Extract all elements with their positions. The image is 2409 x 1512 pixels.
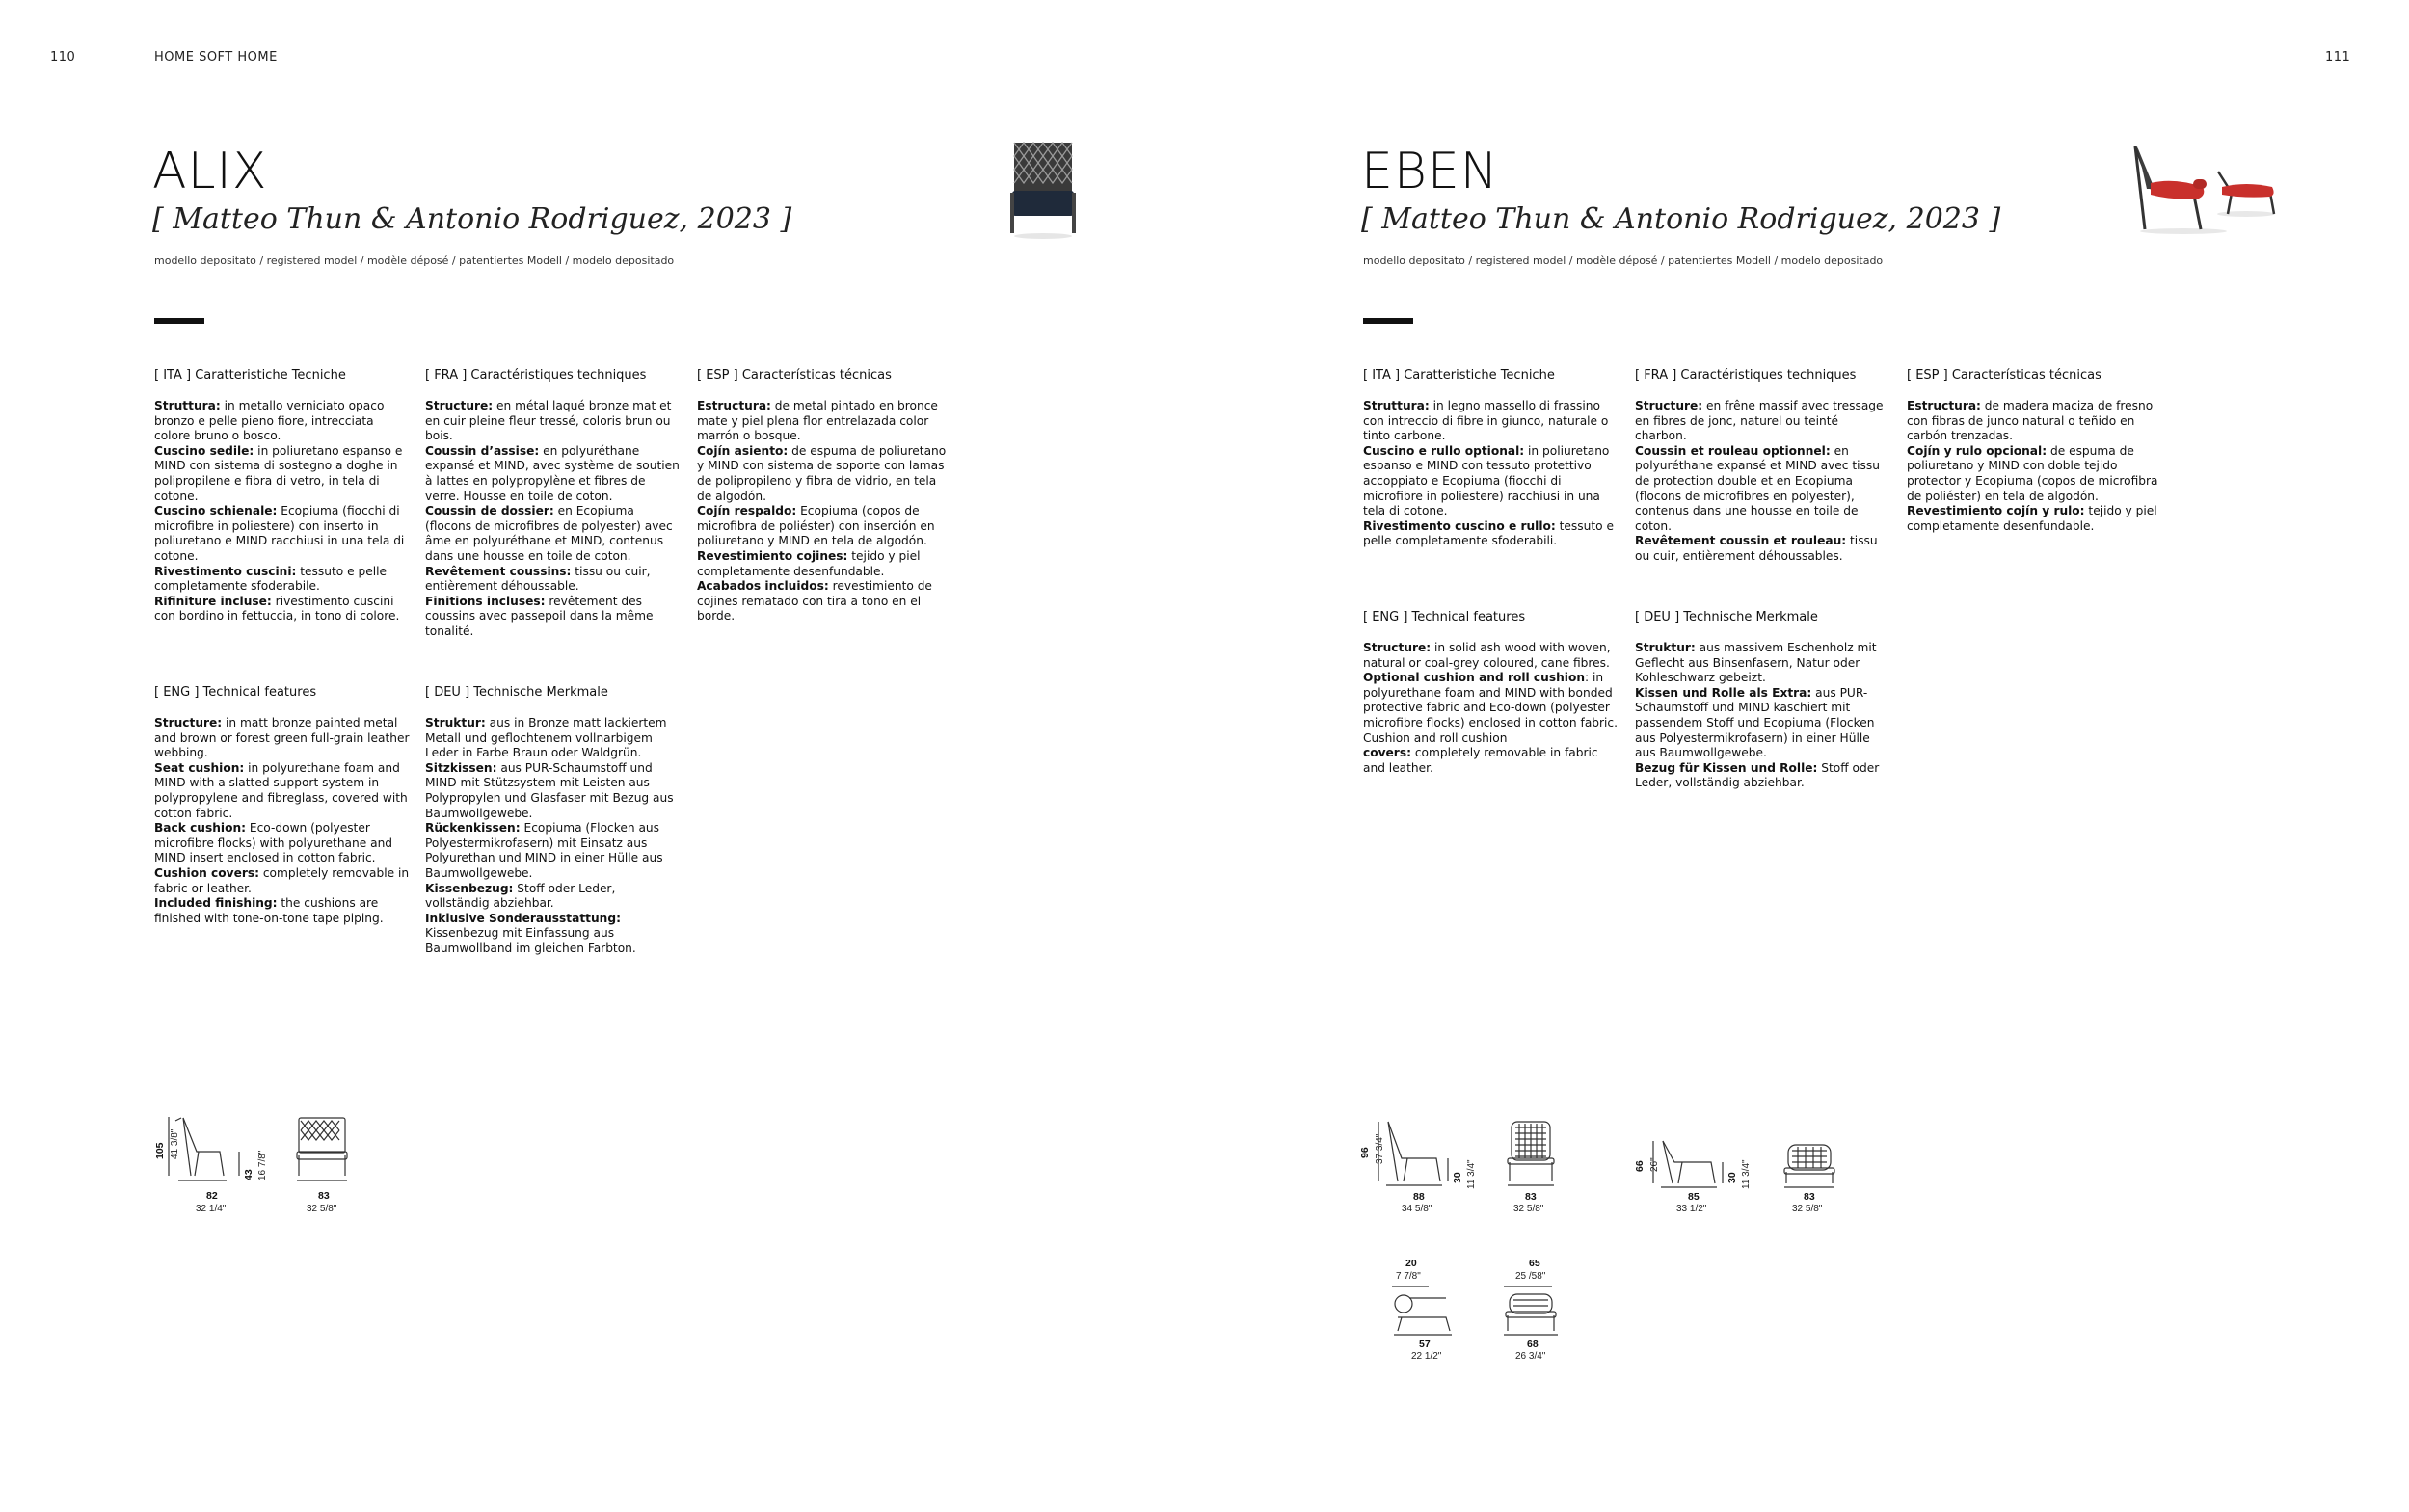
alix-eng-text: Structure: in matt bronze painted metal and brown or forest green full-grain leather webbing. Seat cushion: in polyurethane foam and MIND with a slatted support system in polypropylene and fibreglass, covered with cotton fabric. Back cushion: Eco-down (polyester microfibre flocks) with polyurethane and MIND insert enclosed in cotton fabric. Cushion covers: completely removable in fabric or leather. Included finishing: the cushions are finished with tone-on-tone tape piping. (154, 716, 410, 925)
eben-chair-seat-in: 11 3/4" (1466, 1159, 1477, 1189)
eben-ottoman-bottom-cm: 68 (1527, 1339, 1539, 1350)
eben-low-depth-in: 33 1/2" (1676, 1204, 1707, 1214)
eben-low-dimension-drawings (1634, 1137, 1846, 1219)
eben-deu-text: Struktur: aus massivem Eschenholz mit Geflecht aus Binsenfasern, Natur oder Kohleschwarz gebeizt. Kissen und Rolle als Extra: aus PUR-Schaumstoff und MIND kaschiert mit passendem Stoff und Ecopiuma (Flocken aus Polyestermikrofasern) in einer Hülle aus Baumwollgewebe. Bezug für Kissen und Rolle: Stoff oder Leder, vollständig abziehbar. (1635, 641, 1880, 790)
eben-low-seat-cm: 30 (1726, 1172, 1738, 1183)
alix-width-cm: 83 (318, 1190, 330, 1202)
alix-seat-cm: 43 (243, 1169, 254, 1180)
alix-dimension-drawings (154, 1113, 366, 1219)
alix-esp-column (697, 368, 952, 624)
alix-ita-text: Struttura: in metallo verniciato opaco bronzo e pelle pieno fiore, intrecciata colore bruno o bosco. Cuscino sedile: in poliuretano espanso e MIND con sistema di sostegno a doghe in polipropilene e fibra di vetro, in tela di cotone. Cuscino schienale: Ecopiuma (fiocchi di microfibre in poliestere) con inserto in poliuretano e MIND racchiusi in una tela di cotone. Rivestimento cuscini: tessuto e pelle completamente sfoderabile. Rifiniture incluse: rivestimento cuscini con bordino in fettuccia, in tono di colore. (154, 399, 405, 623)
alix-fra-column (425, 368, 681, 640)
registered-model-alix: modello depositato / registered model / modèle déposé / patentiertes Modell / modelo depositado (154, 254, 675, 267)
alix-seat-in: 16 7/8" (257, 1150, 268, 1180)
eben-low-height-cm: 66 (1634, 1160, 1646, 1172)
eben-esp-column (1907, 368, 2162, 534)
eben-roll-bottom-in: 22 1/2" (1411, 1351, 1442, 1362)
eben-ita-heading: [ ITA ] Caratteristiche Tecniche (1363, 368, 1555, 383)
eben-deu-column (1635, 610, 1890, 791)
alix-height-cm: 105 (154, 1142, 166, 1159)
eben-eng-text: Structure: in solid ash wood with woven, natural or coal-grey coloured, cane fibres. Optional cushion and roll cushion: in polyurethane foam and MIND with bonded protective fabric and Eco-down (polyester microfibre flocks) enclosed in cotton fabric. Cushion and roll cushion covers: completely removable in fabric and leather. (1363, 641, 1619, 775)
eben-chair-width-cm: 83 (1525, 1191, 1537, 1203)
alix-fra-heading: [ FRA ] Caractéristiques techniques (425, 368, 647, 383)
eben-esp-text: Estructura: de madera maciza de fresno con fibras de junco natural o teñido en carbón trenzadas. Cojín y rulo opcional: de espuma de poliuretano y MIND con doble tejido protector y Ecopiuma (copos de microfibra de poliéster) en tela de algodón. Revestimiento cojín y rulo: tejido y piel completamente desenfundable. (1907, 399, 2158, 533)
eben-chair-dimension-drawings (1359, 1118, 1562, 1219)
eben-low-width-in: 32 5/8" (1792, 1204, 1823, 1214)
alix-fra-text: Structure: en métal laqué bronze mat et en cuir pleine fleur tressé, coloris brun ou bois. Coussin d’assise: en polyuréthane expansé et MIND, avec système de soutien à lattes en polypropylène et fibres de verre. Housse en toile de coton. Coussin de dossier: en Ecopiuma (flocons de microfibres de polyester) avec âme en polyuréthane et MIND, contenus dans une housse en toile de coton. Revêtement coussins: tissu ou cuir, entièrement déhoussable. Finitions incluses: revêtement des coussins avec passepoil dans la même tonalité. (425, 399, 680, 638)
alix-esp-text: Estructura: de metal pintado en bronce mate y piel plena flor entrelazada color marrón o bosque. Cojín asiento: de espuma de poliuretano y MIND con sistema de soporte con lamas de polipropileno y fibra de vidrio, en tela de algodón. Cojín respaldo: Ecopiuma (copos de microfibra de poliéster) con inserción en poliuretano y MIND en tela de algodón. Revestimiento cojines: tejido y piel completamente desenfundable. Acabados incluidos: revestimiento de cojines rematado con tira a tono en el borde. (697, 399, 947, 623)
eben-ita-column (1363, 368, 1619, 549)
eben-ita-text: Struttura: in legno massello di frassino con intreccio di fibre in giunco, naturale o tinto carbone. Cuscino e rullo optional: in poliuretano espanso e MIND con tessuto protettivo accoppiato e Ecopiuma (fiocchi di microfibre in poliestere) racchiusi in una tela di cotone. Rivestimento cuscino e rullo: tessuto e pelle completamente sfoderabili. (1363, 399, 1614, 548)
eben-eng-heading: [ ENG ] Technical features (1363, 610, 1526, 624)
product-title-eben: EBEN (1361, 143, 1499, 200)
product-title-alix: ALIX (152, 143, 268, 200)
alix-ita-column (154, 368, 410, 624)
eben-esp-heading: [ ESP ] Características técnicas (1907, 368, 2101, 383)
eben-ottoman-bottom-in: 26 3/4" (1515, 1351, 1546, 1362)
eben-low-depth-cm: 85 (1688, 1191, 1700, 1203)
eben-low-width-cm: 83 (1804, 1191, 1815, 1203)
alix-height-in: 41 3/8" (170, 1128, 180, 1159)
eben-fra-column (1635, 368, 1890, 565)
alix-deu-column (425, 685, 681, 957)
alix-width-in: 32 5/8" (307, 1204, 337, 1214)
eben-product-photo (2126, 145, 2280, 236)
title-rule-eben (1363, 318, 1413, 324)
eben-chair-depth-in: 34 5/8" (1402, 1204, 1432, 1214)
eben-low-height-in: 26" (1649, 1157, 1660, 1172)
eben-ottoman-top-in: 25 /58" (1515, 1271, 1546, 1282)
eben-ottoman-line-drawings (1378, 1285, 1600, 1338)
eben-roll-bottom-cm: 57 (1419, 1339, 1431, 1350)
alix-product-photo (1003, 135, 1084, 241)
eben-ottoman-top-cm: 65 (1529, 1258, 1540, 1269)
eben-chair-depth-cm: 88 (1413, 1191, 1425, 1203)
alix-deu-text: Struktur: aus in Bronze matt lackiertem Metall und geflochtenem vollnarbigem Leder in Farbe Braun oder Waldgrün. Sitzkissen: aus PUR-Schaumstoff und MIND mit Stützsystem mit Leisten aus Polypropylen und Glasfaser mit Bezug aus Baumwollgewebe. Rückenkissen: Ecopiuma (Flocken aus Polyestermikrofasern) mit Einsatz aus Polyurethan und MIND in einer Hülle aus Baumwollgewebe. Kissenbezug: Stoff oder Leder, vollständig abziehbar. Inklusive Sonderausstattung: Kissenbezug mit Einfassung aus Baumwollband im gleichen Farbton. (425, 716, 674, 955)
eben-chair-seat-cm: 30 (1452, 1172, 1463, 1183)
alix-eng-heading: [ ENG ] Technical features (154, 685, 317, 700)
eben-fra-text: Structure: en frêne massif avec tressage en fibres de jonc, naturel ou teinté charbon. Coussin et rouleau optionnel: en polyuréthane expansé et MIND avec tissu de protection double et en Ecopiuma (flocons de microfibres en polyester), contenus dans une housse en toile de coton. Revêtement coussin et rouleau: tissu ou cuir, entièrement déhoussables. (1635, 399, 1884, 563)
page-number-left: 110 (50, 50, 76, 65)
alix-eng-column (154, 685, 410, 926)
designer-alix: [ Matteo Thun & Antonio Rodriguez, 2023 ] (152, 202, 792, 236)
eben-chair-height-in: 37 3/4" (1375, 1133, 1385, 1164)
alix-ita-heading: [ ITA ] Caratteristiche Tecniche (154, 368, 346, 383)
eben-low-seat-in: 11 3/4" (1741, 1159, 1752, 1189)
registered-model-eben: modello depositato / registered model / modèle déposé / patentiertes Modell / modelo depositado (1363, 254, 1884, 267)
eben-fra-heading: [ FRA ] Caractéristiques techniques (1635, 368, 1857, 383)
page-number-right: 111 (2325, 50, 2351, 65)
alix-esp-heading: [ ESP ] Características técnicas (697, 368, 892, 383)
alix-depth-cm: 82 (206, 1190, 218, 1202)
title-rule-alix (154, 318, 204, 324)
section-title: HOME SOFT HOME (154, 50, 278, 65)
eben-chair-height-cm: 96 (1359, 1147, 1371, 1158)
eben-roll-top-cm: 20 (1405, 1258, 1417, 1269)
eben-chair-width-in: 32 5/8" (1513, 1204, 1544, 1214)
eben-roll-top-in: 7 7/8" (1396, 1271, 1421, 1282)
eben-eng-column (1363, 610, 1619, 776)
alix-depth-in: 32 1/4" (196, 1204, 227, 1214)
designer-eben: [ Matteo Thun & Antonio Rodriguez, 2023 ] (1361, 202, 2001, 236)
eben-ottoman-dimension-drawings (1378, 1258, 1600, 1364)
eben-low-line-drawings (1634, 1137, 1846, 1187)
eben-deu-heading: [ DEU ] Technische Merkmale (1635, 610, 1818, 624)
alix-deu-heading: [ DEU ] Technische Merkmale (425, 685, 608, 700)
